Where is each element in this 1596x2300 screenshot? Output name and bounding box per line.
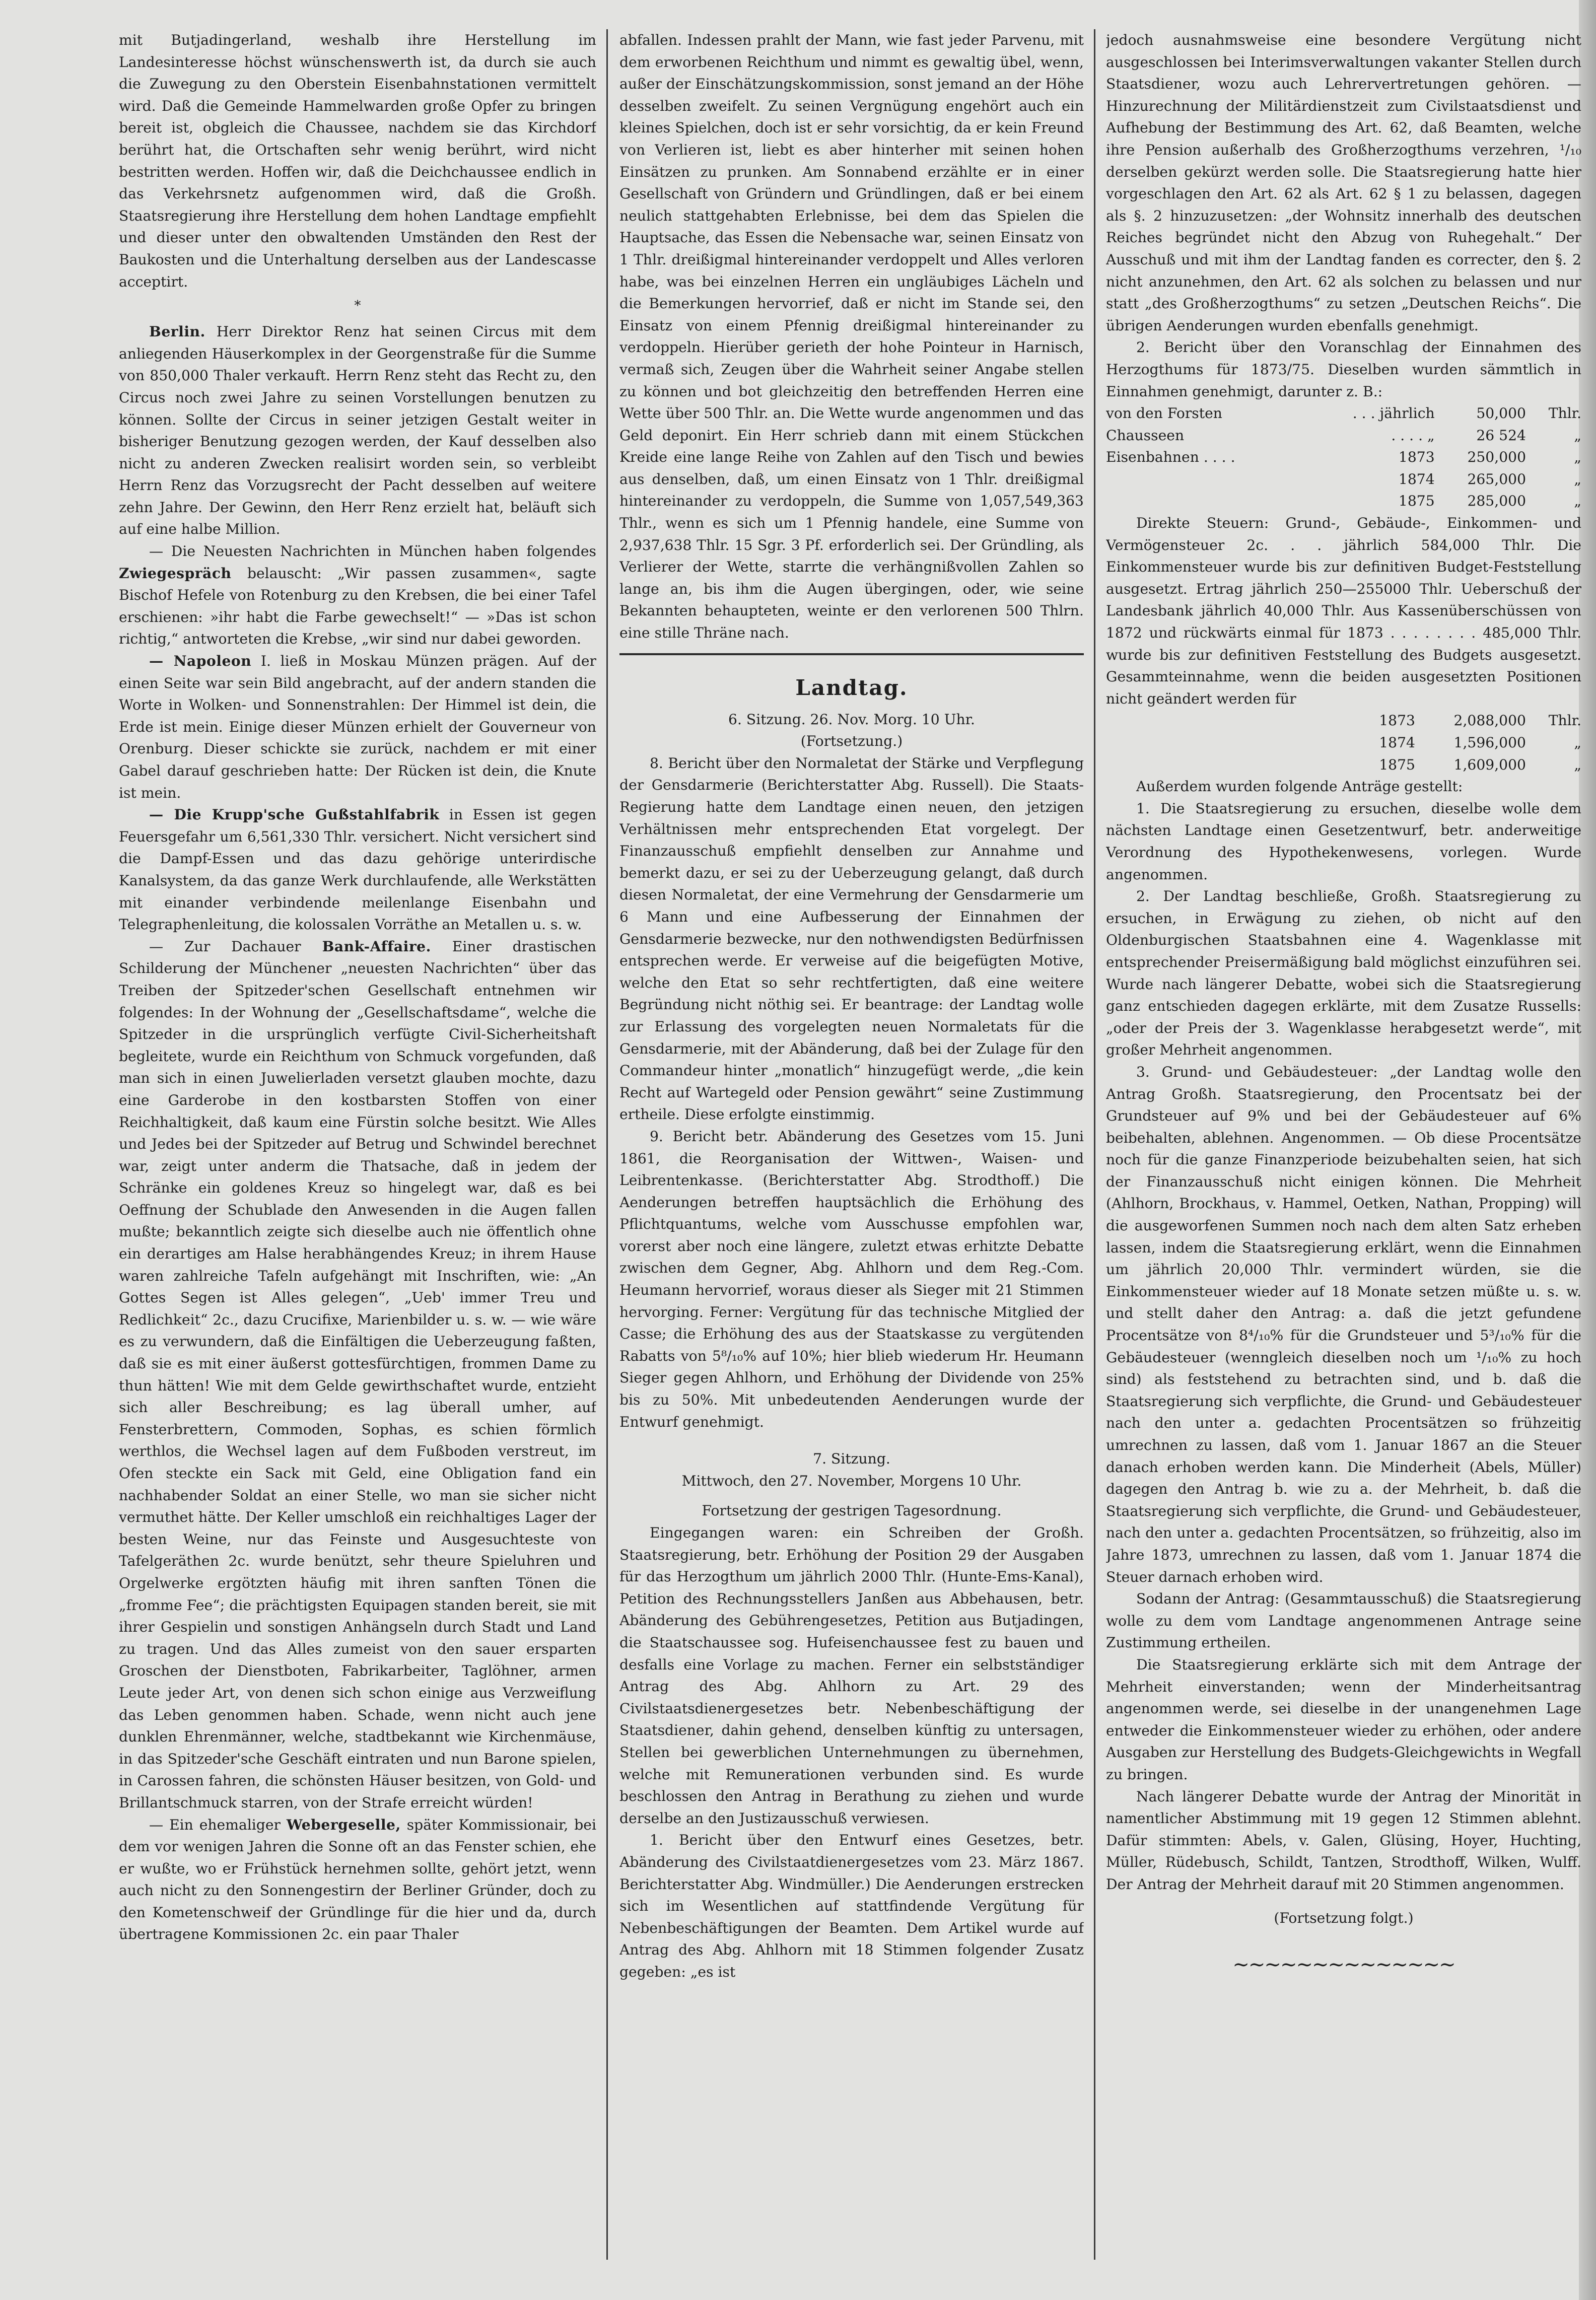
report-item-2: 2. Bericht über den Voranschlag der Einnahmen des Herzogthums für 1873/75. Dieselben wurden sämmtlich in Einnahmen genehmigt, darunter z. B.: <box>1106 339 1581 400</box>
table-cell-unit: Thlr. <box>1548 405 1581 422</box>
table-cell-unit: „ <box>1574 756 1581 773</box>
motion-2: 2. Der Landtag beschließe, Großh. Staatsregierung zu ersuchen, in Erwägung zu ziehen, ob nicht auf den Oldenburgischen Staatsbahnen eine 4. Wagenklasse mit entsprechender Preisermäßigung bald möglichst einzuführen sei. Wurde nach längerer Debatte, wobei sich die Staatsregierung ganz entschieden dagegen erklärte, mit dem Zusatze Russells: „oder der Preis der 3. Wagenklasse herabgesetzt werde“, mit großer Mehrheit angenommen. <box>1106 888 1581 1059</box>
table-cell-year: 1874 <box>1398 470 1435 487</box>
article-text: später Kommissionair, bei dem vor wenigen Jahren die Sonne oft an das Fenster schien, ehe er wußte, wo er Frühstück hernehmen sollte, gehört jetzt, wenn auch nicht zu den Sonnengestirn der Berliner Gründer, doch zu den Kometenschweif der Gründlinge für die hier und da, durch übertragene Kommissionen 2c. ein paar Thaler <box>119 1816 596 1943</box>
article-heading: — Napoleon <box>149 653 252 670</box>
table-cell-year: 1875 <box>1398 493 1435 510</box>
table-cell-amount: 250,000 <box>1467 449 1526 466</box>
column-middle <box>619 29 1084 2265</box>
report-item-1: 1. Bericht über den Entwurf eines Gesetzes, betr. Abänderung des Civilstaatdienergesetzes vom 23. März 1867. Berichterstatter Abg. Windmüller.) Die Aenderungen erstrecken sich im Wesentlichen auf stattfindende Vergütung für Nebenbeschäftigungen der Beamten. Dem Artikel wurde auf Antrag des Abg. Ahlhorn mit 18 Stimmen folgender Zusatz gegeben: „es ist <box>619 1832 1084 1980</box>
article-continuation: abfallen. Indessen prahlt der Mann, wie fast jeder Parvenu, mit dem erworbenen Reichthum und nimmt es gewaltig übel, wenn, außer der Einschätzungskommission, sonst jemand an der Höhe desselben zweifelt. Zu seinen Vergnügung engehört auch ein kleines Spielchen, doch ist er sehr vorsichtig, da er kein Freund von Verlieren ist, liebt es aber hinterher mit seinen hohen Einsätzen zu prunken. Am Sonnabend erzählte er in einer Gesellschaft von Gründern und Gründlingen, daß er bei einem neulich stattgehabten Erlebnisse, bei dem das Spielen die Hauptsache, das Essen die Nebensache war, seinen Einsatz von 1 Thlr. dreißigmal hintereinander verdoppelt und Alles verloren habe, was bei einzelnen Herren ein ungläubiges Lächeln und die Bemerkungen hervorrief, daß er nicht im Stande sei, den Einsatz von einem Pfennig dreißigmal hintereinander zu verdoppeln. Hierüber gerieth der hohe Pointeur in Harnisch, vermaß sich, Zeugen über die Wahrheit seiner Angabe stellen zu können und bot gleichzeitig den betreffenden Herren eine Wette über 500 Thlr. an. Die Wette wurde angenommen und das Geld deponirt. Ein Herr schrieb dann mit einem Stückchen Kreide eine lange Reihe von Zahlen auf den Tisch und bewies aus denselben, daß, um einen Einsatz von 1 Thlr. dreißigmal hintereinander zu verdoppeln, die Summe von 1,057,549,363 Thlr., wenn es sich um 1 Pfennig handele, eine Summe von 2,937,638 Thlr. 15 Sgr. 3 Pf. erforderlich sei. Der Gründling, als Verlierer der Wette, starrte die verhängnißvollen Zahlen so lange an, bis ihm die Augen übergingen, oder, wie seine Bekannten behaupteten, weinte er den verlorenen 500 Thlrn. eine stille Thräne nach. <box>619 32 1084 642</box>
government-statement: Die Staatsregierung erklärte sich mit dem Antrage der Mehrheit einverstanden; wenn der Minderheitsantrag angenommen werde, sei dieselbe in der unangenehmen Lage entweder die Einkommensteuer wieder zu erhöhen, oder andere Ausgaben zur Herstellung des Budgets-Gleichgewichts in Wegfall zu bringen. <box>1106 1656 1581 1783</box>
table-cell-amount: 26 524 <box>1476 427 1526 444</box>
motions-intro: Außerdem wurden folgende Anträge gestellt: <box>1136 778 1463 795</box>
direct-taxes-text: Direkte Steuern: Grund-, Gebäude-, Einkommen- und Vermögensteuer 2c. . . jährlich 584,000 Thlr. Die Einkommensteuer wurde bis zur definitiven Budget-Feststellung ausgesetzt. Ertrag jährlich 250—255000 Thlr. Ueberschuß der Landesbank jährlich 40,000 Thlr. Aus Kassenüberschüssen von 1872 und rückwärts einmal für 1873 . . . . . . . . 485,000 Thlr. wurde bis zur definitiven Feststellung des Budgets ausgesetzt. Gesammteinnahme, wenn die beiden ausgesetzten Positionen nicht geändert werden für <box>1106 515 1581 707</box>
section-heading-landtag: Landtag. <box>795 675 908 700</box>
column-left <box>119 29 596 2265</box>
table-cell-amount: 1,596,000 <box>1453 734 1526 751</box>
table-cell-label <box>1106 468 1307 491</box>
article-text: Herr Direktor Renz hat seinen Circus mit dem anliegenden Häuserkomplex in der Georgenstraße für die Summe von 850,000 Thaler verkauft. Herrn Renz steht das Recht zu, den Circus noch zwei Jahre zu seinen Vorstellungen benutzen zu können. Sollte der Circus in seiner jetzigen Gestalt weiter in bisheriger Benutzung gezogen werden, der Kauf desselben also nicht zu anderen Zwecken realisirt worden sein, so verbleibt Herrn Renz das Vorzugsrecht der Pacht desselben auf weitere zehn Jahre. Der Gewinn, den Herr Renz erzielt hat, beläuft sich auf eine halbe Million. <box>119 323 596 538</box>
table-cell-year: 1873 <box>1398 449 1435 466</box>
section-rule <box>619 653 1084 655</box>
section-star: * <box>354 298 361 314</box>
table-cell-year: 1873 <box>1379 712 1415 729</box>
total-revenue-table <box>1106 710 1581 776</box>
table-row <box>1106 446 1581 468</box>
article-heading: Bank-Affaire. <box>322 938 431 955</box>
table-cell-year: . . . . „ <box>1391 427 1435 444</box>
table-row <box>1106 710 1581 732</box>
table-cell-amount: 1,609,000 <box>1453 756 1526 773</box>
session-subtitle: Fortsetzung der gestrigen Tagesordnung. <box>702 1502 1002 1519</box>
table-cell-amount: 285,000 <box>1467 493 1526 510</box>
column-right <box>1106 29 1581 2265</box>
column-divider-2 <box>1094 29 1095 2260</box>
article-continuation: jedoch ausnahmsweise eine besondere Vergütung nicht ausgeschlossen bei Interimsverwaltungen vakanter Stellen durch Staatsdiener, wozu auch Lehrervertretungen gehören. — Hinzurechnung der Militärdienstzeit zum Civilstaatsdienst und Aufhebung der Bestimmung des Art. 62, daß Beamten, welche ihre Pension außerhalb des Großherzogthums verzehren, ¹/₁₀ derselben gekürzt werden solle. Die Staatsregierung hatte hier vorgeschlagen den Art. 62 als Art. 62 § 1 zu belassen, dagegen als §. 2 hinzuzusetzen: „der Wohnsitz innerhalb des deutschen Reiches begründet nicht den Abzug von Ruhegehalt.“ Der Ausschuß und mit ihm der Landtag fanden es correcter, den §. 2 nicht anzunehmen, den Art. 62 als solchen zu belassen und nur statt „des Großherzogthums“ zu setzen „Deutschen Reichs“. Die übrigen Aenderungen wurden ebenfalls genehmigt. <box>1106 32 1581 334</box>
table-cell-unit: „ <box>1574 470 1581 487</box>
session-title: 7. Sitzung. <box>813 1450 890 1468</box>
article-napoleon <box>119 650 596 804</box>
column-divider-1 <box>606 29 608 2260</box>
page-binding-edge <box>1579 0 1596 2300</box>
table-row <box>1106 754 1581 776</box>
article-text: I. ließ in Moskau Münzen prägen. Auf der einen Seite war sein Bild angebracht, auf der andern standen die Worte in Wolken- und Sonnenstrahlen: Der Himmel ist dein, die Erde ist mein. Einige dieser Münzen erhielt der Gouverneur von Orenburg. Dieser schickte sie zurück, nachdem er mit einer Gabel darauf geschrieben hatte: Der Rücken ist dein, die Knute ist mein. <box>119 653 596 801</box>
article-text: Einer drastischen Schilderung der Münchener „neuesten Nachrichten“ über das Treiben der Spitzeder'schen Gesellschaft entnehmen wir folgendes: In der Wohnung der „Gesellschaftsdame“, welche die Spitzeder in die ursprünglich verfügte Civil-Sicherheitshaft begleitete, wurde ein Reichthum von Schmuck vorgefunden, daß man sich in einen Juwelierladen versetzt glauben mochte, dazu eine Garderobe in den kostbarsten Stoffen von einer Reichhaltigkeit, daß kaum eine Fürstin solche besitzt. Wie Alles und Jedes bei der Spitzeder auf Betrug und Schwindel berechnet war, zeigt unter anderm die Thatsache, daß in jedem der Schränke ein goldenes Kreuz so hingelegt war, daß es bei Oeffnung der Schublade den Anwesenden in die Augen fallen mußte; bekanntlich zeigte sich dieselbe auch nie öffentlich ohne ein derartiges am Halse herabhängendes Kreuz; in ihrem Hause waren zahlreiche Tafeln aufgehängt mit Inschriften, wie: „An Gottes Segen ist Alles gelegen“, „Ueb' immer Treu und Redlichkeit“ 2c., dazu Crucifixe, Marienbilder u. s. w. — wie wäre es zu verwundern, daß die Einfältigen die Ueberzeugung faßten, daß sie es mit einer äußerst gottesfürchtigen, frommen Dame zu thun hätten! Wie mit dem Gelde gewirthschaftet wurde, entzieht sich aller Beschreibung; es lag überall umher, auf Fensterbrettern, Commoden, Sophas, es schien förmlich werthlos, die Wechsel lagen auf dem Fußboden verstreut, im Ofen steckte ein Sack mit Geld, eine Obligation fand ein nachhabender Soldat an einer Stelle, wo man sie sicher nicht vermuthet hätte. Der Keller umschloß ein reichhaltiges Lager der besten Weine, nur das Feinste und Ausgesuchteste von Tafelgeräthen 2c. wurde benützt, sehr theure Spieluhren und Orgelwerke ergötzten häufig mit ihren sanften Tönen die „fromme Fee“; die prächtigsten Equipagen standen bereit, sie mit ihrer Gespielin und sonstigen Anhängseln durch Stadt und Land zu tragen. Und das Alles zumeist von den sauer ersparten Groschen der Dienstboten, Fabrikarbeiter, Taglöhner, armen Leute jeder Art, von denen sich schon einige aus Verzweiflung das Leben genommen haben. Schade, wenn nicht auch jene dunklen Ehrenmänner, welche, stadtbekannt wie Kirchenmäuse, in das Spitzeder'sche Geschäft eintraten und nun Barone spielen, in Carossen fahren, die schönsten Häuser besitzen, von Gold- und Brillantschmuck starren, von der Strafe erreicht würden! <box>119 938 596 1811</box>
decorative-divider: ~~~~~~~~~~~~~~ <box>1232 1953 1455 1977</box>
article-text: belauscht: „Wir passen zusammen«, sagte Bischof Hefele von Rotenburg zu den Krebsen, die bei einer Tafel erschienen: »ihr habt die Farbe gewechselt!“ — »Das ist schon richtig,“ antworteten die Krebse, „wir sind nur dabei geworden. <box>119 565 596 648</box>
table-cell-amount: 2,088,000 <box>1453 712 1526 729</box>
table-cell-year: 1875 <box>1379 756 1415 773</box>
vote-result: Nach längerer Debatte wurde der Antrag der Minorität in namentlicher Abstimmung mit 19 gegen 12 Stimmen ablehnt. Dafür stimmten: Abels, v. Galen, Glüsing, Hoyer, Huchting, Müller, Rüdebusch, Schildt, Tantzen, Strodthoff, Wilken, Wulff. Der Antrag der Mehrheit darauf mit 20 Stimmen angenommen. <box>1106 1788 1581 1893</box>
report-item-9: 9. Bericht betr. Abänderung des Gesetzes vom 15. Juni 1861, die Reorganisation der Wittwen-, Waisen- und Leibrentenkasse. (Berichterstatter Abg. Strodthoff.) Die Aenderungen betreffen hauptsächlich die Erhöhung des Pflichtquantums, welche vom Ausschusse empfohlen war, vorerst aber noch eine längere, zuletzt etwas erhitzte Debatte zwischen dem Gegner, Abg. Ahlhorn und dem Reg.-Com. Heumann hervorrief, woraus dieser als Sieger mit 21 Stimmen hervorging. Ferner: Vergütung für das technische Mitglied der Casse; die Erhöhung des aus der Staatskasse zu vergütenden Rabatts von 5⁸/₁₀% auf 10%; hier blieb wiederum Hr. Heumann Sieger gegen Ahlhorn, und Erhöhung der Dividende von 25% bis zu 50%. Mit unbedeutenden Aenderungen wurde der Entwurf genehmigt. <box>619 1128 1084 1430</box>
table-cell-year: 1874 <box>1379 734 1415 751</box>
table-row <box>1106 490 1581 512</box>
table-cell-unit: „ <box>1574 734 1581 751</box>
article-text: in Essen ist gegen Feuersgefahr um 6,561,330 Thlr. versichert. Nicht versichert sind die Dampf-Essen und das dazu gehörige unterirdische Kanalsystem, da das ganze Werk durchlaufende, alle Werkstätten mit einander verbindende meilenlange Eisenbahn und Telegraphenleitung, die kolossalen Vorräthe an Metallen u. s. w. <box>119 806 596 933</box>
incoming-items: Eingegangen waren: ein Schreiben der Großh. Staatsregierung, betr. Erhöhung der Position 29 der Ausgaben für das Herzogthum um jährlich 2000 Thlr. (Hunte-Ems-Kanal), Petition des Rechnungsstellers Janßen aus Abbehausen, betr. Abänderung des Gebührengesetzes, Petition aus Butjadingen, die Staatschaussee sog. Hufeisenchaussee fest zu bauen und desfalls eine Vorlage zu machen. Ferner ein selbstständiger Antrag des Abg. Ahlhorn zu Art. 29 des Civilstaatsdienergesetzes betr. Nebenbeschäftigung der Staatsdiener, dahin gehend, denselben künftig zu untersagen, Stellen bei gewerblichen Unternehmungen zu übernehmen, welche mit Remunerationen verbunden sind. Es wurde beschlossen den Antrag in Berathung zu ziehen und wurde derselbe an den Justizausschuß verwiesen. <box>619 1524 1084 1827</box>
article-zwiegespraech <box>119 540 596 650</box>
revenue-table <box>1106 402 1581 512</box>
article-dachau <box>119 936 596 1814</box>
article-text: — Ein ehemaliger <box>149 1816 281 1833</box>
article-berlin <box>119 321 596 540</box>
table-cell-amount: 50,000 <box>1476 405 1526 422</box>
report-item-8: 8. Bericht über den Normaletat der Stärke und Verpflegung der Gensdarmerie (Berichterstatter Abg. Russell). Die Staats-Regierung hatte dem Landtage einen neuen, den jetzigen Verhältnissen mehr entsprechenden Etat vorgelegt. Der Finanzausschuß empfiehlt denselben zur Annahme und bemerkt dazu, er sei zu der Ueberzeugung gelangt, daß durch diesen Normaletat, der eine Vermehrung der Gensdarmerie um 6 Mann und eine Aufbesserung der Einnahmen der Gensdarmerie bezwecke, nur den nothwendigsten Bedürfnissen entsprechen werde. Er verweise auf die beigefügten Motive, welche den Etat so sehr rechtfertigten, daß eine weitere Begründung nicht nöthig sei. Er beantrage: der Landtag wolle zur Erlassung des vorgelegten neuen Normaletats für die Gensdarmerie, mit der Abänderung, daß bei der Zulage für den Commandeur hinter „monatlich“ hinzugefügt werde, „die kein Recht auf Wartegeld oder Pension gewährt“ seine Zustimmung ertheile. Diese erfolgte einstimmig. <box>619 754 1084 1123</box>
article-text: — Zur Dachauer <box>149 938 301 955</box>
session-date: Mittwoch, den 27. November, Morgens 10 Uhr. <box>681 1472 1022 1489</box>
session-subtitle: (Fortsetzung.) <box>800 733 903 750</box>
table-row <box>1106 468 1581 491</box>
table-row <box>1106 402 1581 425</box>
table-cell-label <box>1106 490 1307 512</box>
table-row <box>1106 425 1581 447</box>
table-row <box>1106 732 1581 754</box>
table-cell-unit: Thlr. <box>1548 712 1581 729</box>
article-heading: Zwiegespräch <box>119 565 232 582</box>
article-heading: Berlin. <box>149 323 205 340</box>
article-krupp <box>119 804 596 936</box>
table-cell-unit: „ <box>1574 427 1581 444</box>
table-cell-unit: „ <box>1574 493 1581 510</box>
motion-sodann: Sodann der Antrag: (Gesammtausschuß) die Staatsregierung wolle zu dem vom Landtage angenommenen Antrage seine Zustimmung ertheilen. <box>1106 1590 1581 1651</box>
table-cell-amount: 265,000 <box>1467 470 1526 487</box>
article-heading: — Die Krupp'sche Gußstahlfabrik <box>149 806 440 823</box>
motion-3: 3. Grund- und Gebäudesteuer: „der Landtag wolle den Antrag Großh. Staatsregierung, den Procentsatz bei der Grundsteuer auf 9% und bei der Gebäudesteuer auf 6% beibehalten, ablehnen. Angenommen. — Ob diese Procentsätze noch für die ganze Finanzperiode beizubehalten seien, hat sich der Finanzausschuß nicht einigen können. Die Mehrheit (Ahlhorn, Brockhaus, v. Hammel, Oetken, Nathan, Propping) will die ausgeworfenen Summen noch nach dem alten Satz erheben lassen, indem die Staatsregierung erklärt, wenn die Einnahmen um jährlich 20,000 Thlr. vermindert würden, sie die Einkommensteuer wieder auf 18 Monate setzen müßte u. s. w. und stellt daher den Antrag: a. daß die jetzt gefundene Procentsätze von 8⁴/₁₀% für die Grundsteuer und 5³/₁₀% für die Gebäudesteuer (wenngleich dieselben noch um ¹/₁₀% zu hoch sind) als feststehend zu betrachten sind, und b. daß die Staatsregierung sich verpflichte, die Grund- und Gebäudesteuer nach den unter a. gedachten Procentsätzen so frühzeitig umrechnen zu lassen, daß vom 1. Januar 1867 an die Steuer danach erhoben werden kann. Die Minderheit (Abels, Müller) dagegen den Antrag b. wie zu a. der Mehrheit, b. daß die Staatsregierung sich verpflichte, die Grund- und Gebäudesteuer, nach den unter a. gedachten Procentsätzen, so frühzeitig, also im Jahre 1873, umrechnen zu lassen, daß vom 1. Januar 1874 die Steuer darnach erhoben wird. <box>1106 1063 1581 1585</box>
article-continuation: mit Butjadingerland, weshalb ihre Herstellung im Landesinteresse höchst wünschenswerth ist, da durch sie auch die Zuwegung zu den Oberstein Eisenbahnstationen vermittelt wird. Daß die Gemeinde Hammelwarden große Opfer zu bringen bereit ist, obgleich die Chaussee, nachdem sie das Kirchdorf berührt hat, die Ortschaften sehr wenig berührt, wird nicht bestritten werden. Hoffen wir, daß die Deichchaussee endlich in das Verkehrsnetz aufgenommen wird, daß die Großh. Staatsregierung ihre Herstellung dem hohen Landtage empfiehlt und dieser unter den obwaltenden Umständen den Rest der Baukosten und die Unterhaltung derselben aus der Landescasse acceptirt. <box>119 32 596 290</box>
table-cell-label: Chausseen <box>1106 427 1185 444</box>
article-heading: Webergeselle, <box>286 1816 401 1833</box>
table-cell-label: Eisenbahnen . . . . <box>1106 449 1235 466</box>
article-text: — Die Neuesten Nachrichten in München haben folgendes <box>149 543 596 560</box>
session-title: 6. Sitzung. 26. Nov. Morg. 10 Uhr. <box>728 711 975 728</box>
article-webergeselle <box>119 1814 596 1946</box>
motion-1: 1. Die Staatsregierung zu ersuchen, dieselbe wolle dem nächsten Landtage einen Gesetzentwurf, betr. anderweitige Verordnung des Hypothekenwesens, vorlegen. Wurde angenommen. <box>1106 800 1581 883</box>
table-cell-year: . . . jährlich <box>1352 405 1435 422</box>
table-cell-unit: „ <box>1574 449 1581 466</box>
continued-note: (Fortsetzung folgt.) <box>1274 1910 1414 1927</box>
table-cell-label: von den Forsten <box>1106 405 1222 422</box>
